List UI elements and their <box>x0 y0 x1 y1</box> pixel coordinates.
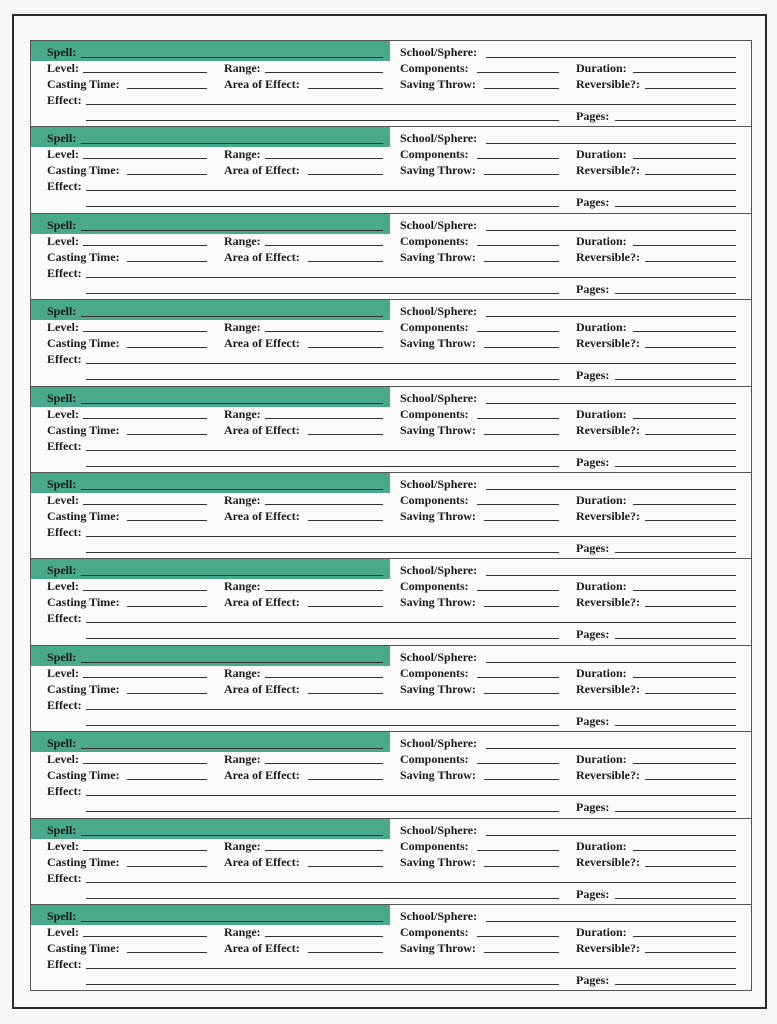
spell-header-band <box>31 300 390 320</box>
effect-field-line-2[interactable] <box>86 466 559 467</box>
reversible-label: Reversible?: <box>576 941 640 955</box>
spell-name-field[interactable] <box>81 662 383 663</box>
effect-label: Effect: <box>47 697 82 712</box>
school-label: School/Sphere: <box>400 131 478 146</box>
spell-label: Spell: <box>47 736 77 751</box>
spell-entry <box>31 41 751 127</box>
spell-entry <box>31 214 751 300</box>
range-label: Range: <box>224 147 261 162</box>
pages-label: Pages: <box>576 800 610 815</box>
saving-throw-label: Saving Throw: <box>400 336 476 351</box>
saving-throw-field[interactable] <box>484 520 559 521</box>
range-field[interactable] <box>265 331 383 332</box>
pages-label: Pages: <box>576 973 610 987</box>
spell-name-field[interactable] <box>81 230 383 231</box>
duration-label: Duration: <box>576 233 627 248</box>
casting-time-label: Casting Time: <box>47 854 120 869</box>
level-label: Level: <box>47 320 79 335</box>
casting-time-label: Casting Time: <box>47 768 120 783</box>
saving-throw-field[interactable] <box>484 779 559 780</box>
range-field[interactable] <box>265 158 383 159</box>
casting-time-label: Casting Time: <box>47 941 120 955</box>
components-field[interactable] <box>477 504 559 505</box>
school-field[interactable] <box>486 316 736 317</box>
pages-field[interactable] <box>615 898 736 899</box>
casting-time-label: Casting Time: <box>47 509 120 523</box>
saving-throw-label: Saving Throw: <box>400 249 476 264</box>
casting-time-label: Casting Time: <box>47 249 120 264</box>
reversible-label: Reversible?: <box>576 336 640 351</box>
spell-label: Spell: <box>47 477 77 491</box>
saving-throw-field[interactable] <box>484 174 559 175</box>
duration-label: Duration: <box>576 147 627 162</box>
spell-header-band <box>31 387 390 407</box>
range-field[interactable] <box>265 72 383 73</box>
components-label: Components: <box>400 838 469 853</box>
pages-label: Pages: <box>576 109 610 123</box>
effect-field[interactable] <box>86 104 736 105</box>
spell-header-band <box>31 127 390 147</box>
reversible-field[interactable] <box>645 261 736 262</box>
components-field[interactable] <box>477 763 559 764</box>
reversible-label: Reversible?: <box>576 768 640 783</box>
level-label: Level: <box>47 838 79 853</box>
area-of-effect-field[interactable] <box>308 520 383 521</box>
components-field[interactable] <box>477 245 559 246</box>
components-label: Components: <box>400 320 469 335</box>
level-label: Level: <box>47 665 79 680</box>
saving-throw-label: Saving Throw: <box>400 854 476 869</box>
spell-header-band <box>31 214 390 234</box>
spell-label: Spell: <box>47 304 77 319</box>
duration-label: Duration: <box>576 320 627 335</box>
casting-time-label: Casting Time: <box>47 336 120 351</box>
pages-field[interactable] <box>615 120 736 121</box>
reversible-label: Reversible?: <box>576 163 640 178</box>
spell-label: Spell: <box>47 45 77 59</box>
effect-field-line-2[interactable] <box>86 120 559 121</box>
effect-field-line-2[interactable] <box>86 638 559 639</box>
school-field[interactable] <box>486 662 736 663</box>
level-label: Level: <box>47 752 79 767</box>
effect-field[interactable] <box>86 882 736 883</box>
area-of-effect-field[interactable] <box>308 866 383 867</box>
saving-throw-label: Saving Throw: <box>400 941 476 955</box>
spell-sheet <box>30 40 752 991</box>
spell-entry <box>31 905 751 991</box>
school-field[interactable] <box>486 57 736 58</box>
pages-field[interactable] <box>615 638 736 639</box>
saving-throw-label: Saving Throw: <box>400 681 476 696</box>
saving-throw-field[interactable] <box>484 261 559 262</box>
saving-throw-label: Saving Throw: <box>400 509 476 523</box>
casting-time-label: Casting Time: <box>47 77 120 91</box>
spell-header-band <box>31 819 390 839</box>
effect-field[interactable] <box>86 622 736 623</box>
effect-field-line-2[interactable] <box>86 984 559 985</box>
reversible-label: Reversible?: <box>576 509 640 523</box>
components-label: Components: <box>400 579 469 594</box>
school-label: School/Sphere: <box>400 304 478 319</box>
reversible-field[interactable] <box>645 779 736 780</box>
spell-name-field[interactable] <box>81 835 383 836</box>
area-of-effect-field[interactable] <box>308 347 383 348</box>
casting-time-field[interactable] <box>127 434 207 435</box>
area-of-effect-label: Area of Effect: <box>224 422 300 437</box>
school-label: School/Sphere: <box>400 390 478 405</box>
components-field[interactable] <box>477 677 559 678</box>
effect-label: Effect: <box>47 265 82 280</box>
duration-label: Duration: <box>576 752 627 767</box>
saving-throw-field[interactable] <box>484 952 559 953</box>
duration-field[interactable] <box>633 850 736 851</box>
area-of-effect-field[interactable] <box>308 606 383 607</box>
effect-label: Effect: <box>47 438 82 453</box>
saving-throw-field[interactable] <box>484 88 559 89</box>
effect-label: Effect: <box>47 525 82 539</box>
components-label: Components: <box>400 925 469 939</box>
duration-field[interactable] <box>633 936 736 937</box>
school-label: School/Sphere: <box>400 45 478 59</box>
level-label: Level: <box>47 406 79 421</box>
level-field[interactable] <box>83 936 207 937</box>
level-label: Level: <box>47 233 79 248</box>
school-label: School/Sphere: <box>400 217 478 232</box>
effect-label: Effect: <box>47 352 82 367</box>
spell-label: Spell: <box>47 649 77 664</box>
components-label: Components: <box>400 233 469 248</box>
spell-entry <box>31 387 751 473</box>
range-field[interactable] <box>265 418 383 419</box>
spell-header-band <box>31 41 390 61</box>
duration-field[interactable] <box>633 245 736 246</box>
casting-time-label: Casting Time: <box>47 681 120 696</box>
area-of-effect-field[interactable] <box>308 88 383 89</box>
spell-name-field[interactable] <box>81 748 383 749</box>
duration-label: Duration: <box>576 406 627 421</box>
school-label: School/Sphere: <box>400 909 478 923</box>
saving-throw-label: Saving Throw: <box>400 768 476 783</box>
casting-time-field[interactable] <box>127 261 207 262</box>
duration-field[interactable] <box>633 504 736 505</box>
spell-name-field[interactable] <box>81 316 383 317</box>
components-field[interactable] <box>477 850 559 851</box>
effect-field[interactable] <box>86 363 736 364</box>
spell-header-band <box>31 905 390 925</box>
effect-field-line-2[interactable] <box>86 293 559 294</box>
components-field[interactable] <box>477 418 559 419</box>
duration-label: Duration: <box>576 493 627 507</box>
reversible-field[interactable] <box>645 88 736 89</box>
casting-time-label: Casting Time: <box>47 595 120 610</box>
range-label: Range: <box>224 233 261 248</box>
effect-label: Effect: <box>47 957 82 971</box>
range-label: Range: <box>224 752 261 767</box>
reversible-field[interactable] <box>645 434 736 435</box>
effect-field-line-2[interactable] <box>86 725 559 726</box>
school-label: School/Sphere: <box>400 736 478 751</box>
reversible-field[interactable] <box>645 174 736 175</box>
duration-label: Duration: <box>576 665 627 680</box>
effect-field[interactable] <box>86 190 736 191</box>
components-label: Components: <box>400 61 469 75</box>
school-field[interactable] <box>486 489 736 490</box>
school-field[interactable] <box>486 921 736 922</box>
range-label: Range: <box>224 579 261 594</box>
effect-field-line-2[interactable] <box>86 898 559 899</box>
components-label: Components: <box>400 406 469 421</box>
area-of-effect-label: Area of Effect: <box>224 595 300 610</box>
reversible-field[interactable] <box>645 606 736 607</box>
school-field[interactable] <box>486 835 736 836</box>
reversible-field[interactable] <box>645 693 736 694</box>
spell-label: Spell: <box>47 217 77 232</box>
duration-field[interactable] <box>633 590 736 591</box>
range-label: Range: <box>224 665 261 680</box>
effect-field[interactable] <box>86 795 736 796</box>
casting-time-field[interactable] <box>127 866 207 867</box>
duration-label: Duration: <box>576 579 627 594</box>
components-field[interactable] <box>477 72 559 73</box>
level-field[interactable] <box>83 590 207 591</box>
level-label: Level: <box>47 493 79 507</box>
area-of-effect-label: Area of Effect: <box>224 941 300 955</box>
components-field[interactable] <box>477 590 559 591</box>
level-label: Level: <box>47 61 79 75</box>
range-field[interactable] <box>265 936 383 937</box>
reversible-field[interactable] <box>645 520 736 521</box>
reversible-field[interactable] <box>645 866 736 867</box>
spell-name-field[interactable] <box>81 57 383 58</box>
effect-field[interactable] <box>86 536 736 537</box>
area-of-effect-label: Area of Effect: <box>224 336 300 351</box>
components-field[interactable] <box>477 158 559 159</box>
duration-field[interactable] <box>633 677 736 678</box>
effect-label: Effect: <box>47 179 82 194</box>
spell-name-field[interactable] <box>81 489 383 490</box>
effect-field[interactable] <box>86 450 736 451</box>
reversible-label: Reversible?: <box>576 77 640 91</box>
pages-label: Pages: <box>576 627 610 642</box>
level-field[interactable] <box>83 418 207 419</box>
effect-field-line-2[interactable] <box>86 379 559 380</box>
components-field[interactable] <box>477 936 559 937</box>
reversible-field[interactable] <box>645 347 736 348</box>
area-of-effect-label: Area of Effect: <box>224 163 300 178</box>
area-of-effect-label: Area of Effect: <box>224 249 300 264</box>
casting-time-field[interactable] <box>127 779 207 780</box>
range-field[interactable] <box>265 677 383 678</box>
spell-header-band <box>31 473 390 493</box>
reversible-label: Reversible?: <box>576 595 640 610</box>
area-of-effect-field[interactable] <box>308 693 383 694</box>
school-label: School/Sphere: <box>400 563 478 578</box>
level-label: Level: <box>47 579 79 594</box>
pages-field[interactable] <box>615 811 736 812</box>
level-field[interactable] <box>83 504 207 505</box>
area-of-effect-label: Area of Effect: <box>224 509 300 523</box>
saving-throw-field[interactable] <box>484 434 559 435</box>
casting-time-field[interactable] <box>127 88 207 89</box>
pages-label: Pages: <box>576 886 610 901</box>
casting-time-field[interactable] <box>127 347 207 348</box>
casting-time-label: Casting Time: <box>47 422 120 437</box>
effect-field[interactable] <box>86 709 736 710</box>
pages-label: Pages: <box>576 368 610 383</box>
casting-time-label: Casting Time: <box>47 163 120 178</box>
spell-label: Spell: <box>47 822 77 837</box>
school-label: School/Sphere: <box>400 477 478 491</box>
duration-label: Duration: <box>576 925 627 939</box>
components-label: Components: <box>400 665 469 680</box>
casting-time-field[interactable] <box>127 606 207 607</box>
area-of-effect-label: Area of Effect: <box>224 768 300 783</box>
area-of-effect-field[interactable] <box>308 174 383 175</box>
components-field[interactable] <box>477 331 559 332</box>
pages-field[interactable] <box>615 293 736 294</box>
reversible-label: Reversible?: <box>576 249 640 264</box>
school-field[interactable] <box>486 748 736 749</box>
level-field[interactable] <box>83 72 207 73</box>
pages-field[interactable] <box>615 466 736 467</box>
spell-label: Spell: <box>47 909 77 923</box>
spell-entry <box>31 732 751 818</box>
spell-entry <box>31 300 751 386</box>
duration-field[interactable] <box>633 763 736 764</box>
spell-entry <box>31 473 751 559</box>
area-of-effect-label: Area of Effect: <box>224 77 300 91</box>
pages-field[interactable] <box>615 984 736 985</box>
effect-field[interactable] <box>86 968 736 969</box>
area-of-effect-label: Area of Effect: <box>224 681 300 696</box>
school-field[interactable] <box>486 143 736 144</box>
spell-name-field[interactable] <box>81 403 383 404</box>
range-field[interactable] <box>265 245 383 246</box>
spell-label: Spell: <box>47 563 77 578</box>
duration-field[interactable] <box>633 158 736 159</box>
saving-throw-field[interactable] <box>484 606 559 607</box>
saving-throw-label: Saving Throw: <box>400 77 476 91</box>
effect-field-line-2[interactable] <box>86 206 559 207</box>
reversible-field[interactable] <box>645 952 736 953</box>
spell-header-band <box>31 732 390 752</box>
area-of-effect-field[interactable] <box>308 779 383 780</box>
casting-time-field[interactable] <box>127 520 207 521</box>
school-field[interactable] <box>486 575 736 576</box>
effect-label: Effect: <box>47 93 82 107</box>
school-label: School/Sphere: <box>400 649 478 664</box>
pages-field[interactable] <box>615 206 736 207</box>
range-label: Range: <box>224 838 261 853</box>
range-label: Range: <box>224 493 261 507</box>
pages-label: Pages: <box>576 454 610 469</box>
reversible-label: Reversible?: <box>576 422 640 437</box>
range-field[interactable] <box>265 504 383 505</box>
effect-label: Effect: <box>47 870 82 885</box>
level-field[interactable] <box>83 158 207 159</box>
area-of-effect-label: Area of Effect: <box>224 854 300 869</box>
pages-label: Pages: <box>576 281 610 296</box>
spell-label: Spell: <box>47 131 77 146</box>
duration-field[interactable] <box>633 72 736 73</box>
duration-field[interactable] <box>633 331 736 332</box>
saving-throw-label: Saving Throw: <box>400 422 476 437</box>
duration-label: Duration: <box>576 61 627 75</box>
pages-field[interactable] <box>615 379 736 380</box>
saving-throw-field[interactable] <box>484 693 559 694</box>
spell-name-field[interactable] <box>81 575 383 576</box>
range-label: Range: <box>224 406 261 421</box>
pages-label: Pages: <box>576 195 610 210</box>
range-label: Range: <box>224 61 261 75</box>
range-field[interactable] <box>265 590 383 591</box>
casting-time-field[interactable] <box>127 693 207 694</box>
components-label: Components: <box>400 752 469 767</box>
effect-label: Effect: <box>47 611 82 626</box>
saving-throw-field[interactable] <box>484 347 559 348</box>
level-field[interactable] <box>83 331 207 332</box>
casting-time-field[interactable] <box>127 952 207 953</box>
duration-field[interactable] <box>633 418 736 419</box>
spell-entry <box>31 127 751 213</box>
reversible-label: Reversible?: <box>576 681 640 696</box>
effect-field-line-2[interactable] <box>86 552 559 553</box>
school-field[interactable] <box>486 230 736 231</box>
level-field[interactable] <box>83 763 207 764</box>
pages-field[interactable] <box>615 552 736 553</box>
level-label: Level: <box>47 925 79 939</box>
range-field[interactable] <box>265 763 383 764</box>
effect-label: Effect: <box>47 784 82 799</box>
components-label: Components: <box>400 493 469 507</box>
spell-name-field[interactable] <box>81 143 383 144</box>
spell-entry <box>31 646 751 732</box>
area-of-effect-field[interactable] <box>308 952 383 953</box>
school-label: School/Sphere: <box>400 822 478 837</box>
level-field[interactable] <box>83 245 207 246</box>
spell-header-band <box>31 646 390 666</box>
pages-label: Pages: <box>576 713 610 728</box>
components-label: Components: <box>400 147 469 162</box>
area-of-effect-field[interactable] <box>308 434 383 435</box>
saving-throw-label: Saving Throw: <box>400 163 476 178</box>
saving-throw-field[interactable] <box>484 866 559 867</box>
pages-field[interactable] <box>615 725 736 726</box>
casting-time-field[interactable] <box>127 174 207 175</box>
reversible-label: Reversible?: <box>576 854 640 869</box>
level-field[interactable] <box>83 850 207 851</box>
range-label: Range: <box>224 320 261 335</box>
level-label: Level: <box>47 147 79 162</box>
area-of-effect-field[interactable] <box>308 261 383 262</box>
spell-header-band <box>31 559 390 579</box>
spell-label: Spell: <box>47 390 77 405</box>
level-field[interactable] <box>83 677 207 678</box>
effect-field-line-2[interactable] <box>86 811 559 812</box>
saving-throw-label: Saving Throw: <box>400 595 476 610</box>
range-label: Range: <box>224 925 261 939</box>
school-field[interactable] <box>486 403 736 404</box>
duration-label: Duration: <box>576 838 627 853</box>
spell-entry <box>31 559 751 645</box>
effect-field[interactable] <box>86 277 736 278</box>
range-field[interactable] <box>265 850 383 851</box>
spell-entry <box>31 819 751 905</box>
spell-name-field[interactable] <box>81 921 383 922</box>
pages-label: Pages: <box>576 541 610 555</box>
